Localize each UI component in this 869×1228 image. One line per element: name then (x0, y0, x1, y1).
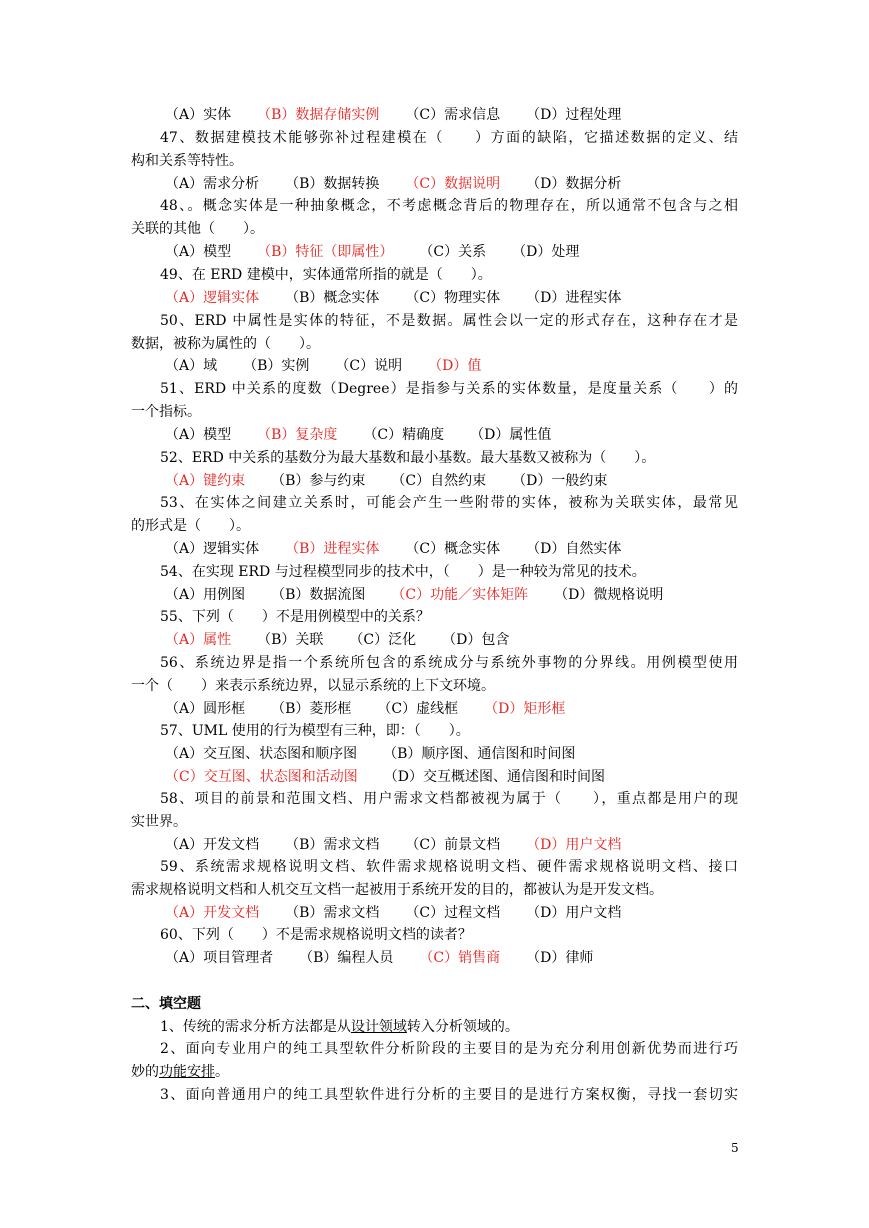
q47-option-c-answer: （C）数据说明 (405, 176, 501, 192)
q50-question-line2: 数据，被称为属性的（ ）。 (131, 336, 320, 352)
q60-option-d: （D）律师 (526, 950, 594, 966)
q59-option-a-answer: （A）开发文档 (165, 905, 260, 921)
q48-option-c: （C）关系 (419, 244, 487, 260)
q47-option-a: （A）需求分析 (165, 176, 260, 192)
q48-option-b-answer: （B）特征（即属性） (257, 244, 394, 260)
q58-question-line2: 实世界。 (131, 814, 187, 830)
q58-question-line1: 58、项目的前景和范围文档、用户需求文档都被视为属于（ ），重点都是用户的现 (160, 791, 738, 807)
q53-question-line1: 53、在实体之间建立关系时，可能会产生一些附带的实体，被称为关联实体，最常见 (160, 495, 738, 511)
q53-option-b-answer: （B）进程实体 (285, 541, 380, 557)
q46-option-d: （D）过程处理 (526, 107, 622, 123)
q50-option-d-answer: （D）值 (428, 358, 482, 374)
q55-option-c: （C）泛化 (349, 632, 417, 648)
q48-question-line2: 关联的其他（ ）。 (131, 221, 264, 237)
q51-question-line2: 一个指标。 (131, 404, 201, 420)
q48-question-line1: 48、。概念实体是一种抽象概念，不考虑概念背后的物理存在，所以通常不包含与之相 (160, 198, 738, 214)
q56-option-c: （C）虚线框 (377, 701, 459, 717)
q55-question-line1: 55、下列（ ）不是用例模型中的关系？ (160, 609, 430, 625)
q46-option-c: （C）需求信息 (405, 107, 501, 123)
q54-option-a: （A）用例图 (165, 587, 246, 603)
q57-options-row2 (165, 768, 631, 786)
q57-question-line1: 57、UML 使用的行为模型有三种，即：（ ）。 (160, 723, 470, 739)
q46-option-b-answer: （B）数据存储实例 (257, 107, 380, 123)
q46-options (165, 106, 647, 124)
page-number: 5 (731, 1141, 739, 1155)
q58-option-a: （A）开发文档 (165, 837, 260, 853)
q46-option-a: （A）实体 (165, 107, 232, 123)
q56-question-line1: 56、系统边界是指一个系统所包含的系统成分与系统外事物的分界线。用例模型使用 (160, 655, 738, 671)
q56-question-line2: 一个（ ）来表示系统边界，以显示系统的上下文环境。 (131, 678, 495, 694)
q59-option-c: （C）过程文档 (405, 905, 501, 921)
q55-option-b: （B）关联 (257, 632, 324, 648)
q59-options (165, 904, 647, 922)
fill1-answer: 设计领域 (350, 1019, 407, 1035)
fill-question-3-line1: 3、面向普通用户的纯工具型软件进行分析的主要目的是进行方案权衡，寻找一套切实 (160, 1087, 738, 1103)
q55-options (165, 631, 535, 649)
q50-option-a: （A）域 (165, 358, 218, 374)
q50-option-b: （B）实例 (243, 358, 310, 374)
q51-option-c: （C）精确度 (363, 427, 445, 443)
q50-question-line1: 50、ERD 中属性是实体的特征，不是数据。属性会以一定的形式存在，这种存在才是 (160, 313, 738, 329)
q57-options-row1 (165, 745, 601, 763)
q56-option-b: （B）菱形框 (271, 701, 352, 717)
fill-question-1 (160, 1018, 519, 1036)
q53-option-a: （A）逻辑实体 (165, 541, 260, 557)
q51-option-d: （D）属性值 (470, 427, 552, 443)
q47-option-b: （B）数据转换 (285, 176, 380, 192)
fill1-text-pre: 1、传统的需求分析方法都是从 (160, 1019, 351, 1035)
q60-option-c-answer: （C）销售商 (419, 950, 501, 966)
q59-question-line2: 需求规格说明文档和人机交互文档一起被用于系统开发的目的，都被认为是开发文档。 (131, 882, 663, 898)
q52-option-c: （C）自然约束 (391, 473, 487, 489)
q60-option-a: （A）项目管理者 (165, 950, 274, 966)
q51-question-line1: 51、ERD 中关系的度数（Degree）是指参与关系的实体数量，是度量关系（ ）的 (160, 381, 738, 397)
q47-question-line1: 47、数据建模技术能够弥补过程建模在（ ）方面的缺陷，它描述数据的定义、结 (160, 130, 738, 146)
q50-option-c: （C）说明 (335, 358, 403, 374)
q52-option-d: （D）一般约束 (512, 473, 608, 489)
q53-question-line2: 的形式是（ ）。 (131, 518, 250, 534)
section-heading: 二、填空题 (131, 996, 201, 1012)
q51-option-b-answer: （B）复杂度 (257, 427, 338, 443)
fill-question-2-line2 (131, 1063, 229, 1081)
q47-question-line2: 构和关系等特性。 (131, 153, 243, 169)
q53-option-c: （C）概念实体 (405, 541, 501, 557)
q57-option-b: （B）顺序图、通信图和时间图 (383, 746, 576, 762)
q49-option-b: （B）概念实体 (285, 290, 380, 306)
q49-option-d: （D）进程实体 (526, 290, 622, 306)
q54-option-d: （D）微规格说明 (554, 587, 664, 603)
fill1-text-post: 转入分析领域的。 (406, 1019, 519, 1035)
q53-option-d: （D）自然实体 (526, 541, 622, 557)
q52-option-b: （B）参与约束 (271, 473, 366, 489)
q51-options (165, 426, 577, 444)
q54-options (165, 586, 689, 604)
q48-option-d: （D）处理 (512, 244, 580, 260)
q55-option-d: （D）包含 (442, 632, 510, 648)
q47-option-d: （D）数据分析 (526, 176, 622, 192)
q56-option-a: （A）圆形框 (165, 701, 246, 717)
q57-option-d: （D）交互概述图、通信图和时间图 (383, 769, 605, 785)
q54-question-line1: 54、在实现 ERD 与过程模型同步的技术中，（ ）是一种较为常见的技术。 (160, 564, 646, 580)
q52-question-line1: 52、ERD 中关系的基数分为最大基数和最小基数。最大基数又被称为（ ）。 (160, 450, 656, 466)
q59-option-b: （B）需求文档 (285, 905, 380, 921)
q49-question-line1: 49、在 ERD 建模中，实体通常所指的就是（ ）。 (160, 267, 492, 283)
q47-options (165, 175, 647, 193)
q51-option-a: （A）模型 (165, 427, 232, 443)
fill2-text-post: 。 (215, 1064, 229, 1080)
q48-option-a: （A）模型 (165, 244, 232, 260)
q57-option-c-answer: （C）交互图、状态图和活动图 (165, 769, 358, 785)
q60-options (165, 949, 619, 967)
q58-option-d-answer: （D）用户文档 (526, 837, 622, 853)
q56-options (165, 700, 591, 718)
q60-question-line1: 60、下列（ ）不是需求规格说明文档的读者？ (160, 927, 472, 943)
q57-option-a: （A）交互图、状态图和顺序图 (165, 746, 358, 762)
q50-options (165, 357, 507, 375)
q54-option-b: （B）数据流图 (271, 587, 366, 603)
q52-option-a-answer: （A）键约束 (165, 473, 246, 489)
q54-option-c-answer: （C）功能／实体矩阵 (391, 587, 529, 603)
q49-options (165, 289, 647, 307)
q55-option-a-answer: （A）属性 (165, 632, 232, 648)
q52-options (165, 472, 633, 490)
q60-option-b: （B）编程人员 (299, 950, 394, 966)
q53-options (165, 540, 647, 558)
fill2-answer: 功能安排 (159, 1064, 215, 1080)
q58-option-b: （B）需求文档 (285, 837, 380, 853)
q58-option-c: （C）前景文档 (405, 837, 501, 853)
fill2-text-pre: 妙的 (131, 1064, 159, 1080)
q48-options (165, 243, 605, 261)
q59-option-d: （D）用户文档 (526, 905, 622, 921)
q56-option-d-answer: （D）矩形框 (484, 701, 566, 717)
fill-question-2-line1: 2、面向专业用户的纯工具型软件分析阶段的主要目的是为充分利用创新优势而进行巧 (160, 1041, 738, 1057)
q59-question-line1: 59、系统需求规格说明文档、软件需求规格说明文档、硬件需求规格说明文档、接口 (160, 859, 738, 875)
q58-options (165, 836, 647, 854)
q49-option-a-answer: （A）逻辑实体 (165, 290, 260, 306)
q49-option-c: （C）物理实体 (405, 290, 501, 306)
